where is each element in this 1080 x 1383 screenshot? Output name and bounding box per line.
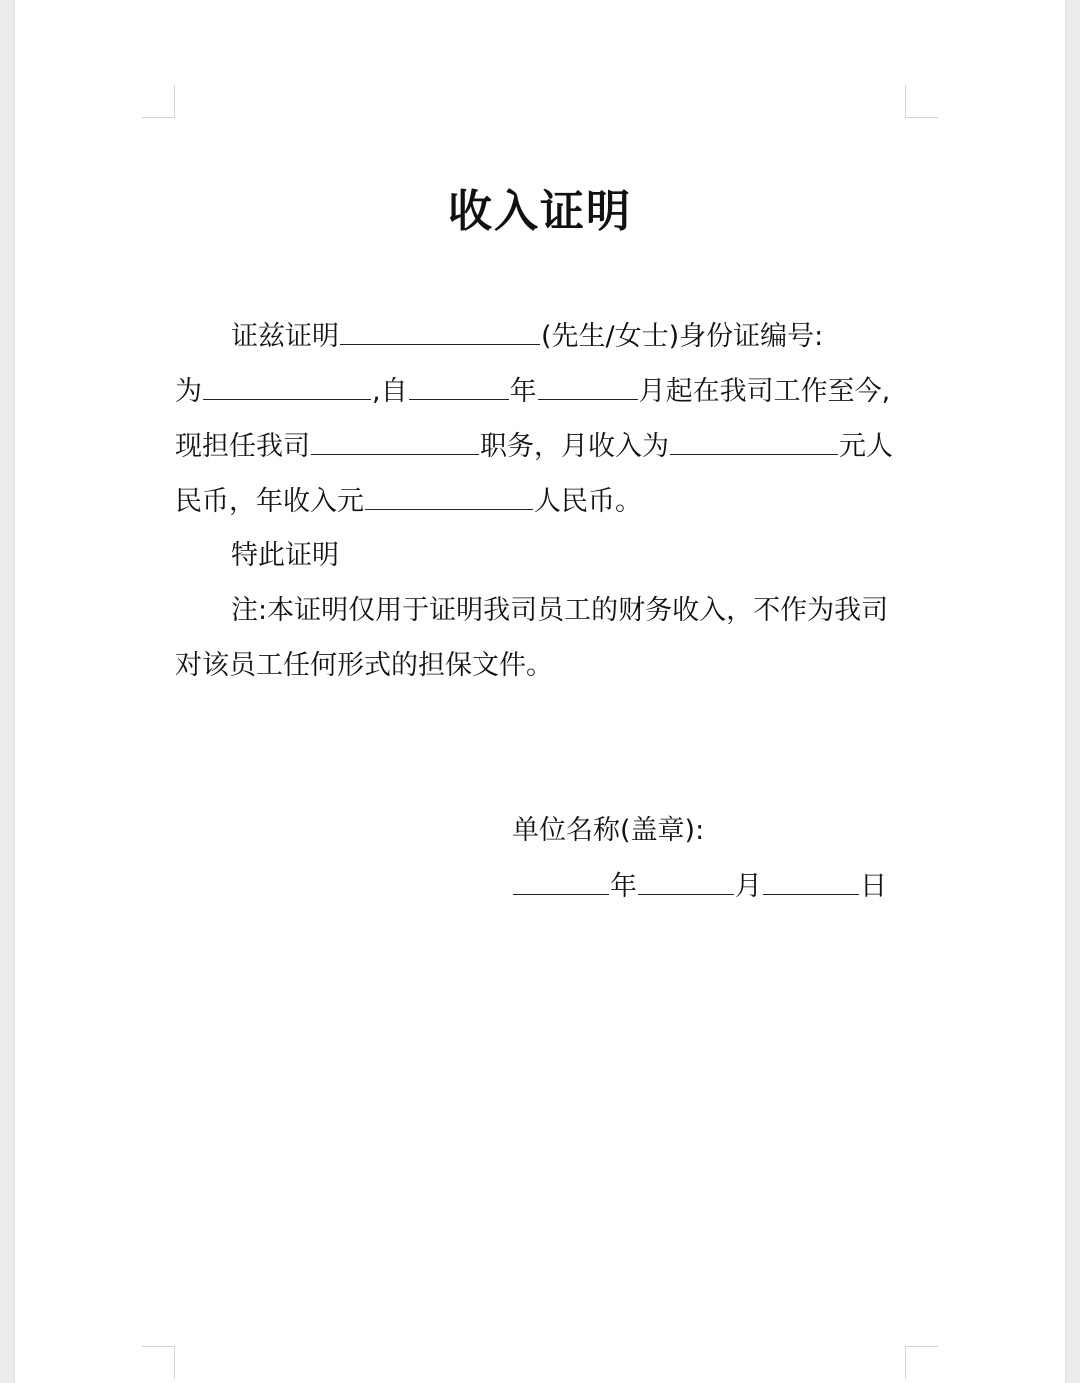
text-wei: 为 xyxy=(175,376,202,407)
text-month-since: 月起在我司工作至今, xyxy=(638,376,891,407)
text-yuan: 元人 xyxy=(839,431,893,462)
margin-corner-bottom-left xyxy=(142,1346,175,1379)
text-sign-year: 年 xyxy=(610,871,637,902)
paragraph-line-3 xyxy=(175,426,893,467)
margin-corner-top-left xyxy=(142,85,175,118)
paragraph-line-4 xyxy=(175,481,642,522)
text-rmb: 人民币。 xyxy=(534,486,642,517)
blank-id-number[interactable] xyxy=(203,371,371,400)
blank-monthly-income[interactable] xyxy=(670,426,838,455)
blank-sign-day[interactable] xyxy=(763,866,859,895)
blank-sign-month[interactable] xyxy=(638,866,734,895)
signature-date-line xyxy=(512,866,887,907)
blank-start-year[interactable] xyxy=(409,371,509,400)
text-since: ,自 xyxy=(372,376,408,407)
text-id-number: (先生/女士)身份证编号: xyxy=(541,321,824,352)
company-name-label: 单位名称(盖章): xyxy=(512,815,705,846)
closing-text: 特此证明 xyxy=(231,540,339,571)
blank-sign-year[interactable] xyxy=(513,866,609,895)
paragraph-line-2 xyxy=(175,371,890,412)
margin-corner-top-right xyxy=(905,85,938,118)
paragraph-line-1 xyxy=(231,316,823,357)
text-certify: 证兹证明 xyxy=(231,321,339,352)
text-monthly-income: 职务，月收入为 xyxy=(480,431,669,462)
text-sign-day: 日 xyxy=(860,871,887,902)
blank-annual-income[interactable] xyxy=(365,481,533,510)
note-line-2: 对该员工任何形式的担保文件。 xyxy=(175,650,553,681)
text-annual-income: 民币，年收入元 xyxy=(175,486,364,517)
note-line-1: 注:本证明仅用于证明我司员工的财务收入，不作为我司 xyxy=(231,595,889,626)
margin-corner-bottom-right xyxy=(905,1346,938,1379)
text-position: 现担任我司 xyxy=(175,431,310,462)
text-year: 年 xyxy=(509,376,537,407)
text-sign-month: 月 xyxy=(735,871,762,902)
blank-name[interactable] xyxy=(340,316,540,345)
document-title: 收入证明 xyxy=(448,186,632,237)
blank-start-month[interactable] xyxy=(538,371,638,400)
blank-position[interactable] xyxy=(311,426,479,455)
